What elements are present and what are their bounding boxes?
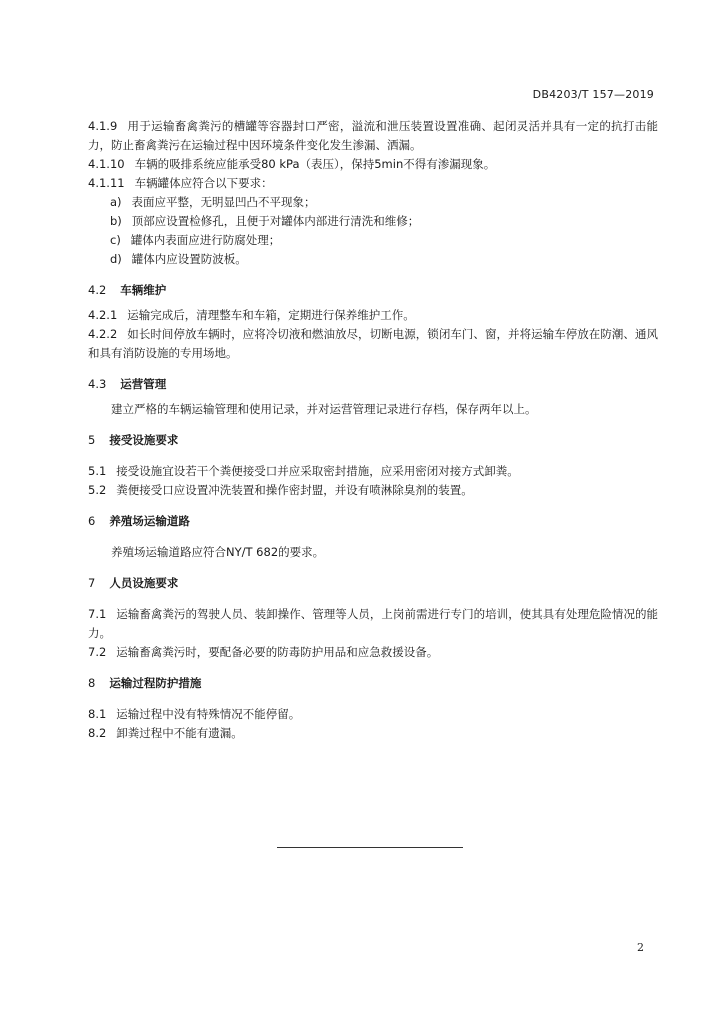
clause-4-2-2 (88, 325, 658, 363)
clause-text: 运输完成后，清理整车和车箱，定期进行保养维护工作。 (127, 308, 415, 322)
clause-text: 卸粪过程中不能有遗漏。 (116, 726, 243, 740)
section-number: 8 (88, 676, 96, 690)
section-number: 6 (88, 514, 96, 528)
tank-requirements-list (88, 193, 658, 269)
section-number: 5 (88, 433, 96, 447)
section-heading-6 (88, 512, 658, 531)
list-item (110, 193, 658, 212)
section-heading-5 (88, 431, 658, 450)
clause-8-2 (88, 724, 658, 743)
section-number: 7 (88, 576, 96, 590)
clause-4-1-9 (88, 117, 658, 155)
document-body (88, 117, 658, 743)
clause-text: 用于运输畜禽粪污的槽罐等容器封口严密，溢流和泄压装置设置准确、起闭灵活并具有一定的抗打击能力，防止畜禽粪污在运输过程中因环境条件变化发生渗漏、洒漏。 (88, 119, 658, 152)
section-title: 人员设施要求 (109, 576, 179, 590)
clause-number: 7.2 (88, 645, 107, 659)
clause-text: 粪便接受口应设置冲洗装置和操作密封盟，并设有喷淋除臭剂的装置。 (116, 483, 473, 497)
clause-7-1 (88, 605, 658, 643)
clause-text: 如长时间停放车辆时，应将冷切液和燃油放尽，切断电源，锁闭车门、窗，并将运输车停放在防潮、通风和具有消防设施的专用场地。 (88, 327, 658, 360)
clause-number: 8.2 (88, 726, 107, 740)
clause-4-2-1 (88, 306, 658, 325)
list-item-letter: a) (110, 195, 122, 209)
page-number: 2 (637, 941, 644, 954)
clause-4-1-11 (88, 174, 658, 193)
clause-number: 4.1.10 (88, 157, 125, 171)
clause-number: 4.2.2 (88, 327, 118, 341)
section-title: 运营管理 (120, 377, 167, 391)
list-item (110, 212, 658, 231)
clause-number: 4.2.1 (88, 308, 118, 322)
section-heading-8 (88, 674, 658, 693)
section-heading-4-2 (88, 281, 658, 300)
clause-5-2 (88, 481, 658, 500)
section-title: 运输过程防护措施 (109, 676, 202, 690)
clause-number: 4.1.9 (88, 119, 118, 133)
list-item (110, 231, 658, 250)
section-4-3-text: 建立严格的车辆运输管理和使用记录，并对运营管理记录进行存档，保存两年以上。 (111, 402, 537, 416)
document-id-header: DB4203/T 157—2019 (532, 88, 654, 101)
clause-7-2 (88, 643, 658, 662)
clause-text: 车辆罐体应符合以下要求： (134, 176, 273, 190)
clause-number: 5.1 (88, 464, 107, 478)
clause-text: 运输过程中没有特殊情况不能停留。 (116, 707, 301, 721)
clause-text: 运输畜禽粪污时，要配备必要的防毒防护用品和应急救援设备。 (116, 645, 439, 659)
list-item-text: 罐体内应设置防波板。 (131, 252, 247, 266)
list-item-text: 表面应平整，无明显凹凸不平现象； (131, 195, 316, 209)
clause-number: 5.2 (88, 483, 107, 497)
clause-8-1 (88, 705, 658, 724)
section-heading-4-3 (88, 375, 658, 394)
clause-number: 7.1 (88, 607, 107, 621)
section-6-text: 养殖场运输道路应符合NY/T 682的要求。 (111, 545, 325, 559)
list-item-text: 顶部应设置检修孔，且便于对罐体内部进行清洗和维修； (131, 214, 420, 228)
section-title: 养殖场运输道路 (109, 514, 190, 528)
section-heading-7 (88, 574, 658, 593)
list-item (110, 250, 658, 269)
clause-5-1 (88, 462, 658, 481)
list-item-letter: d) (110, 252, 122, 266)
list-item-letter: c) (110, 233, 121, 247)
section-title: 车辆维护 (120, 283, 167, 297)
list-item-text: 罐体内表面应进行防腐处理； (130, 233, 281, 247)
clause-number: 4.1.11 (88, 176, 125, 190)
clause-text: 运输畜禽粪污的驾驶人员、装卸操作、管理等人员，上岗前需进行专门的培训，使其具有处理危险情况的能力。 (88, 607, 658, 640)
section-number: 4.2 (88, 283, 107, 297)
list-item-letter: b) (110, 214, 122, 228)
clause-number: 8.1 (88, 707, 107, 721)
clause-4-1-10 (88, 155, 658, 174)
clause-text: 车辆的吸排系统应能承受80 kPa（表压），保持5min不得有渗漏现象。 (134, 157, 496, 171)
clause-text: 接受设施宜设若干个粪便接受口并应采取密封措施，应采用密闭对接方式卸粪。 (116, 464, 519, 478)
end-of-standard-rule (277, 847, 463, 848)
section-number: 4.3 (88, 377, 107, 391)
section-title: 接受设施要求 (109, 433, 179, 447)
